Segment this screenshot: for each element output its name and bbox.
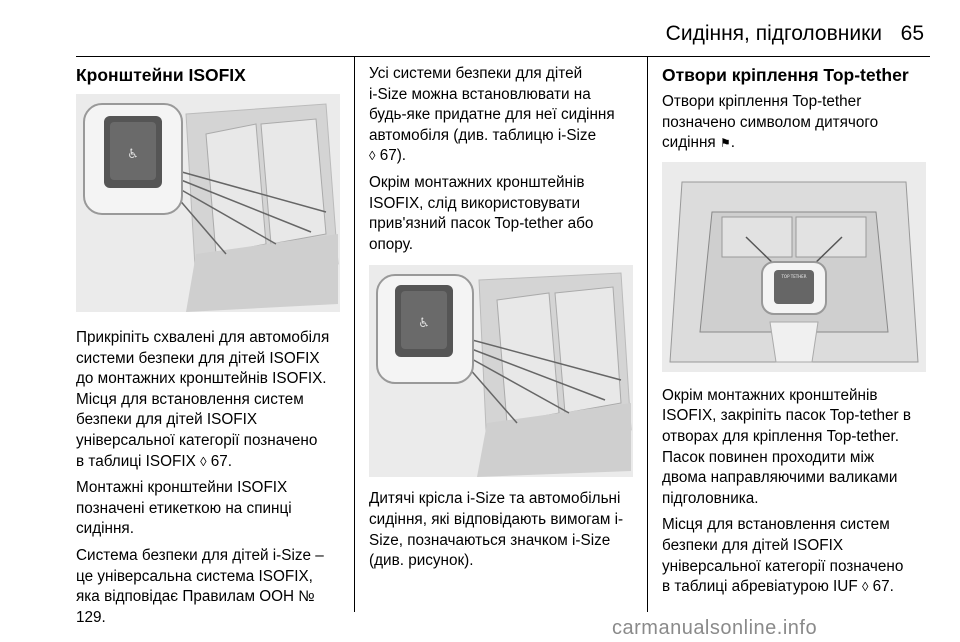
text-line: безпеки для дітей ISOFIX — [76, 411, 258, 429]
paragraph-tether-3 — [662, 515, 930, 597]
text-line: опору. — [369, 235, 414, 253]
page-ref-link[interactable]: 67). — [379, 147, 407, 165]
paragraph-isofix-2 — [76, 478, 342, 540]
text-line: системи безпеки для дітей ISOFIX — [76, 349, 320, 367]
page-ref-link[interactable]: 67. — [872, 578, 894, 596]
svg-text:♿: ♿ — [418, 316, 430, 332]
text-line: сидіння — [662, 134, 716, 152]
text-line: Монтажні кронштейни ISOFIX — [76, 479, 288, 497]
text-line: сидіння, які відповідають вимогам i- — [369, 510, 624, 528]
text-line: Місця для встановлення систем — [76, 390, 304, 408]
text-line: автомобіля (див. таблицю i-Size — [369, 126, 597, 144]
isize-seat-illustration — [369, 265, 633, 477]
text-line: будь-яке придатне для неї сидіння — [369, 106, 615, 124]
section-heading-top-tether: Отвори кріплення Top-tether — [662, 65, 909, 85]
text-line: Усі системи безпеки для дітей — [369, 65, 583, 82]
text-line: в таблиці ISOFIX — [76, 452, 196, 470]
text-line: Дитячі крісла i-Size та автомобільні — [369, 490, 621, 508]
page-ref-icon: ◊ — [200, 453, 207, 469]
page-ref-icon: ◊ — [861, 579, 869, 595]
text-line: двома направляючими валиками — [662, 469, 898, 487]
text-line: ISOFIX, слід використовувати — [369, 194, 580, 212]
column-divider-2 — [647, 56, 648, 612]
text-line: в таблиці абревіатурою IUF — [662, 578, 858, 596]
text-line: Окрім монтажних кронштейнів — [662, 386, 878, 404]
text-line: Size, позначаються значком i-Size — [369, 531, 611, 549]
svg-text:♿: ♿ — [127, 147, 139, 162]
tether-label: TOP TETHER — [781, 273, 807, 279]
header-rule — [76, 56, 930, 57]
figure-isize-seat — [369, 265, 633, 477]
paragraph-isofix-3 — [76, 546, 342, 628]
text-line: Місця для встановлення систем — [662, 516, 890, 534]
column-2 — [369, 64, 637, 578]
column-1 — [76, 64, 342, 634]
text-line: Система безпеки для дітей i-Size – — [76, 546, 324, 564]
paragraph-isize-2 — [369, 173, 637, 255]
page-ref-icon: ◊ — [369, 148, 376, 164]
text-line: універсальної категорії позначено — [662, 557, 904, 575]
text-line: сидіння. — [76, 520, 134, 538]
figure-isofix-seat — [76, 94, 340, 312]
text-line: яка відповідає Правилам ООН № — [76, 588, 315, 606]
column-divider-1 — [354, 56, 355, 612]
text-line: Отвори кріплення Top-tether — [662, 93, 862, 110]
text-line: отворах для кріплення Top-tether. — [662, 427, 899, 445]
text-line: позначені етикеткою на спинці — [76, 499, 292, 517]
paragraph-isize-1 — [369, 64, 637, 167]
isofix-seat-illustration — [76, 94, 340, 312]
text-line: Прикріпіть схвалені для автомобіля — [76, 329, 330, 346]
text-line: . — [730, 134, 735, 152]
watermark: carmanualsonline.info — [612, 617, 818, 639]
paragraph-isize-3 — [369, 489, 637, 571]
section-heading-isofix: Кронштейни ISOFIX — [76, 65, 246, 85]
text-line: i-Size можна встановлювати на — [369, 85, 591, 103]
text-line: це універсальна система ISOFIX, — [76, 567, 313, 585]
text-line: Окрім монтажних кронштейнів — [369, 173, 585, 191]
paragraph-tether-2 — [662, 386, 930, 510]
page-ref-link[interactable]: 67. — [210, 452, 233, 470]
text-line: підголовника. — [662, 489, 759, 507]
text-line: позначено символом дитячого — [662, 113, 879, 131]
text-line: (див. рисунок). — [369, 552, 474, 570]
trunk-illustration — [662, 162, 926, 372]
text-line: до монтажних кронштейнів ISOFIX. — [76, 370, 327, 388]
text-line: універсальної категорії позначено — [76, 431, 318, 449]
figure-top-tether — [662, 162, 926, 372]
paragraph-tether-1 — [662, 92, 930, 154]
column-3 — [662, 64, 930, 604]
text-line: ISOFIX, закріпіть пасок Top-tether в — [662, 407, 911, 425]
child-seat-icon: ⚑ — [719, 136, 731, 151]
running-header: Сидіння, підголовники — [665, 22, 882, 45]
text-line: 129. — [76, 608, 106, 626]
text-line: безпеки для дітей ISOFIX — [662, 536, 844, 554]
paragraph-isofix-1 — [76, 328, 342, 472]
text-line: прив'язний пасок Top-tether або — [369, 215, 594, 233]
page-number: 65 — [900, 22, 924, 45]
text-line: Пасок повинен проходити між — [662, 448, 875, 466]
